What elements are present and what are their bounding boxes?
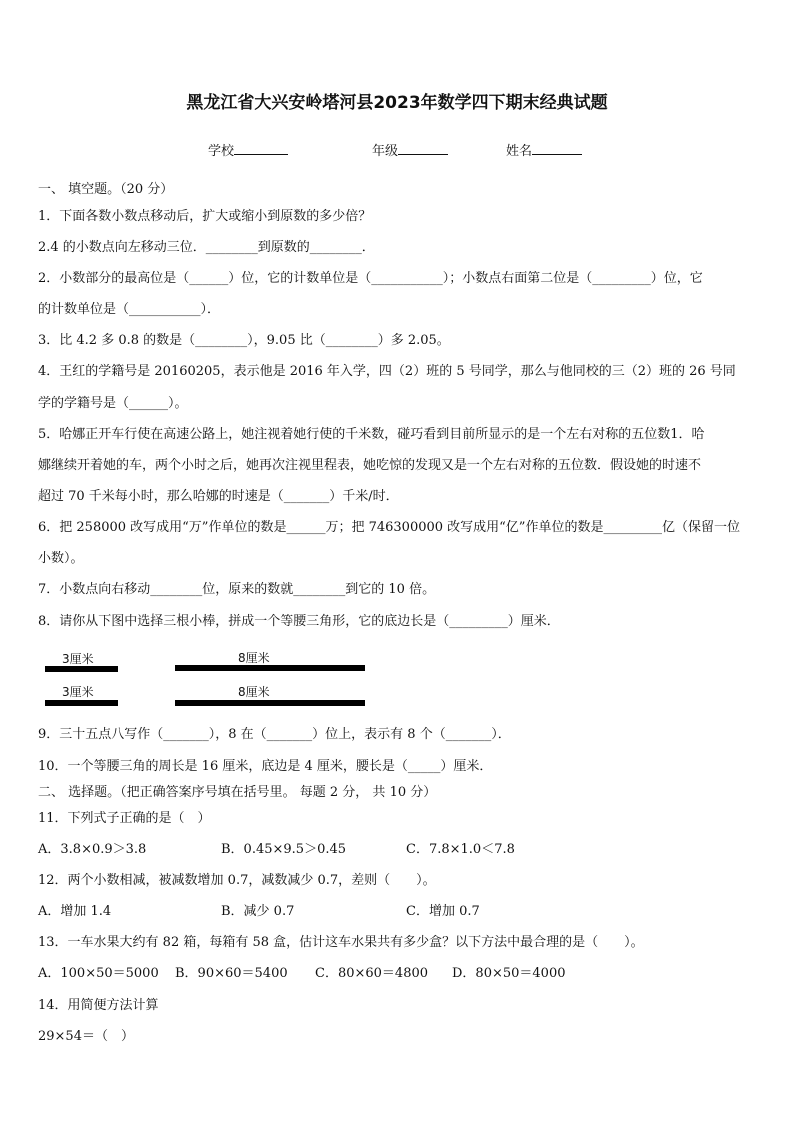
q10-text: 10．一个等腰三角的周长是 16 厘米，底边是 4 厘米，腰长是（_____）厘米． bbox=[38, 759, 493, 774]
name-label: 姓名 bbox=[506, 144, 533, 159]
q6-line2: 小数）。 bbox=[38, 551, 84, 566]
school-blank[interactable] bbox=[234, 142, 288, 155]
q8-text: 8．请你从下图中选择三根小棒，拼成一个等腰三角形，它的底边长是（_________）厘米． bbox=[38, 614, 560, 629]
section2-heading: 二、 选择题。（把正确答案序号填在括号里。 每题 2 分， 共 10 分） bbox=[38, 785, 437, 800]
grade-blank[interactable] bbox=[398, 142, 448, 155]
exam-title: 黑龙江省大兴安岭塔河县2023年数学四下期末经典试题 bbox=[186, 93, 608, 113]
stick3 bbox=[45, 700, 118, 706]
q1-text: 1．下面各数小数点移动后，扩大或缩小到原数的多少倍？ bbox=[38, 209, 372, 224]
q12-option-b[interactable]: B．减少 0.7 bbox=[221, 904, 295, 919]
stick1 bbox=[45, 666, 118, 672]
q2-line1: 2．小数部分的最高位是（______）位，它的计数单位是（___________）；小数点右面第二位是（_________）位，它 bbox=[38, 271, 703, 286]
name-blank[interactable] bbox=[532, 142, 582, 155]
q14-text: 14．用简便方法计算 bbox=[38, 998, 159, 1013]
q13-text: 13．一车水果大约有 82 箱，每箱有 58 盒，估计这车水果共有多少盒？以下方法中最合理的是（ ）。 bbox=[38, 935, 644, 950]
q12-option-a[interactable]: A．增加 1.4 bbox=[38, 904, 112, 919]
stick4-label: 8厘米 bbox=[238, 685, 270, 699]
q11-option-b[interactable]: B．0.45×9.5＞0.45 bbox=[221, 842, 347, 857]
q7-text: 7．小数点向右移动________位，原来的数就________到它的 10 倍。 bbox=[38, 582, 436, 597]
q12-option-c[interactable]: C．增加 0.7 bbox=[406, 904, 480, 919]
section1-heading: 一、 填空题。（20 分） bbox=[38, 182, 174, 197]
q6-line1: 6．把 258000 改写成用“万”作单位的数是______万；把 746300000 改写成用“亿”作单位的数是_________亿（保留一位 bbox=[38, 520, 740, 535]
q14-expr: 29×54＝（ ） bbox=[38, 1029, 134, 1044]
q9-text: 9．三十五点八写作（_______），8 在（_______）位上，表示有 8 个（_______）． bbox=[38, 727, 511, 742]
q5-line3: 超过 70 千米每小时，那么哈娜的时速是（_______）千米/时． bbox=[38, 489, 399, 504]
q11-option-a[interactable]: A．3.8×0.9＞3.8 bbox=[38, 842, 147, 857]
stick1-label: 3厘米 bbox=[62, 652, 94, 666]
school-label: 学校 bbox=[208, 144, 235, 159]
stick4 bbox=[175, 700, 365, 706]
q13-option-a[interactable]: A．100×50＝5000 bbox=[38, 966, 159, 981]
q5-line1: 5．哈娜正开车行使在高速公路上，她注视着她行使的千米数，碰巧看到目前所显示的是一个左右对称的五位数1．哈 bbox=[38, 427, 705, 442]
q2-line2: 的计数单位是（___________）． bbox=[38, 302, 221, 317]
stick2-label: 8厘米 bbox=[238, 651, 270, 665]
grade-field bbox=[372, 140, 448, 159]
q3-text: 3．比 4.2 多 0.8 的数是（________），9.05 比（________）多 2.05。 bbox=[38, 333, 450, 348]
q13-option-d[interactable]: D．80×50＝4000 bbox=[452, 966, 566, 981]
stick3-label: 3厘米 bbox=[62, 685, 94, 699]
stick2 bbox=[175, 665, 365, 671]
q5-line2: 娜继续开着她的车，两个小时之后，她再次注视里程表，她吃惊的发现又是一个左右对称的五位数．假设她的时速不 bbox=[38, 458, 702, 473]
q12-text: 12．两个小数相减，被减数增加 0.7，减数减少 0.7，差则（ ）。 bbox=[38, 873, 436, 888]
q1-sub: 2.4 的小数点向左移动三位．________到原数的________． bbox=[38, 240, 375, 255]
q4-line1: 4．王红的学籍号是 20160205，表示他是 2016 年入学，四（2）班的 5 号同学，那么与他同校的三（2）班的 26 号同 bbox=[38, 364, 736, 379]
q13-option-c[interactable]: C．80×60＝4800 bbox=[315, 966, 429, 981]
school-field bbox=[208, 140, 288, 159]
q4-line2: 学的学籍号是（______）。 bbox=[38, 396, 188, 411]
name-field bbox=[506, 140, 582, 159]
q13-option-b[interactable]: B．90×60＝5400 bbox=[175, 966, 288, 981]
grade-label: 年级 bbox=[372, 144, 399, 159]
q11-text: 11．下列式子正确的是（ ） bbox=[38, 811, 211, 826]
q11-option-c[interactable]: C．7.8×1.0＜7.8 bbox=[406, 842, 515, 857]
